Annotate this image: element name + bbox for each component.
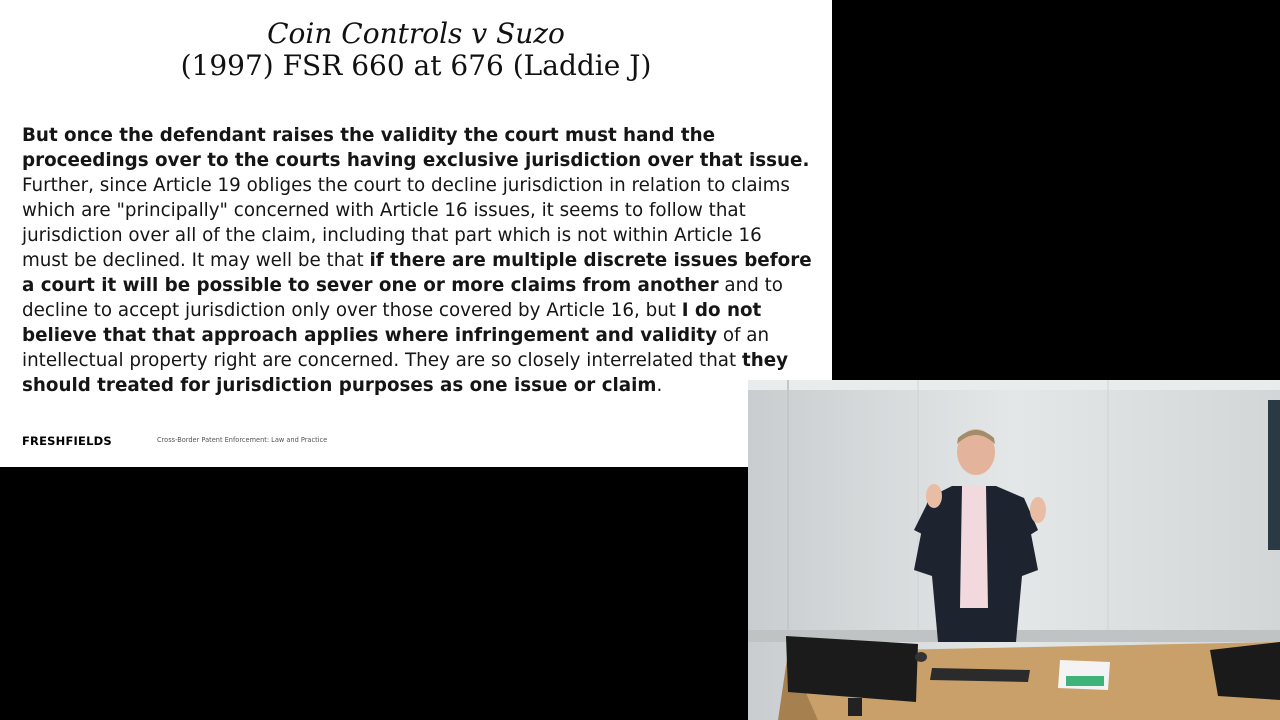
slide-title-case-name: Coin Controls v Suzo: [267, 17, 565, 50]
quote-segment: if there are multiple discrete issues before a court it will be possible to sever one or more claims from another: [22, 250, 812, 296]
judgment-quote: [22, 123, 812, 398]
quote-segment: .: [656, 375, 663, 396]
speaker-video-feed: [748, 380, 1280, 720]
presentation-slide: [0, 0, 832, 467]
quote-segment: Further, since Article 19 obliges the court to decline jurisdiction in relation to claims which are "principally" concerned with Article 16 issues, it seems to follow that jurisdiction over all of the claim, including that part which is not within Article 16 must be declined. It may well be that: [22, 175, 790, 271]
freshfields-logo: FRESHFIELDS: [22, 434, 112, 448]
quote-segment: and to decline to accept jurisdiction only over those covered by Article 16, but: [22, 275, 783, 321]
slide-title-citation: (1997) FSR 660 at 676 (Laddie J): [180, 49, 652, 82]
quote-segment: I do not believe that that approach applies where infringement and validity: [22, 300, 762, 346]
quote-segment: of an intellectual property right are concerned. They are so closely interrelated that: [22, 325, 770, 371]
quote-segment: But once the defendant raises the validity the court must hand the proceedings over to the courts having exclusive jurisdiction over that issue.: [22, 125, 810, 171]
footer-course-title: Cross-Border Patent Enforcement: Law and Practice: [157, 436, 328, 444]
speaker-video-image: [748, 380, 1280, 720]
quote-segment: they should treated for jurisdiction purposes as one issue or claim: [22, 350, 789, 396]
